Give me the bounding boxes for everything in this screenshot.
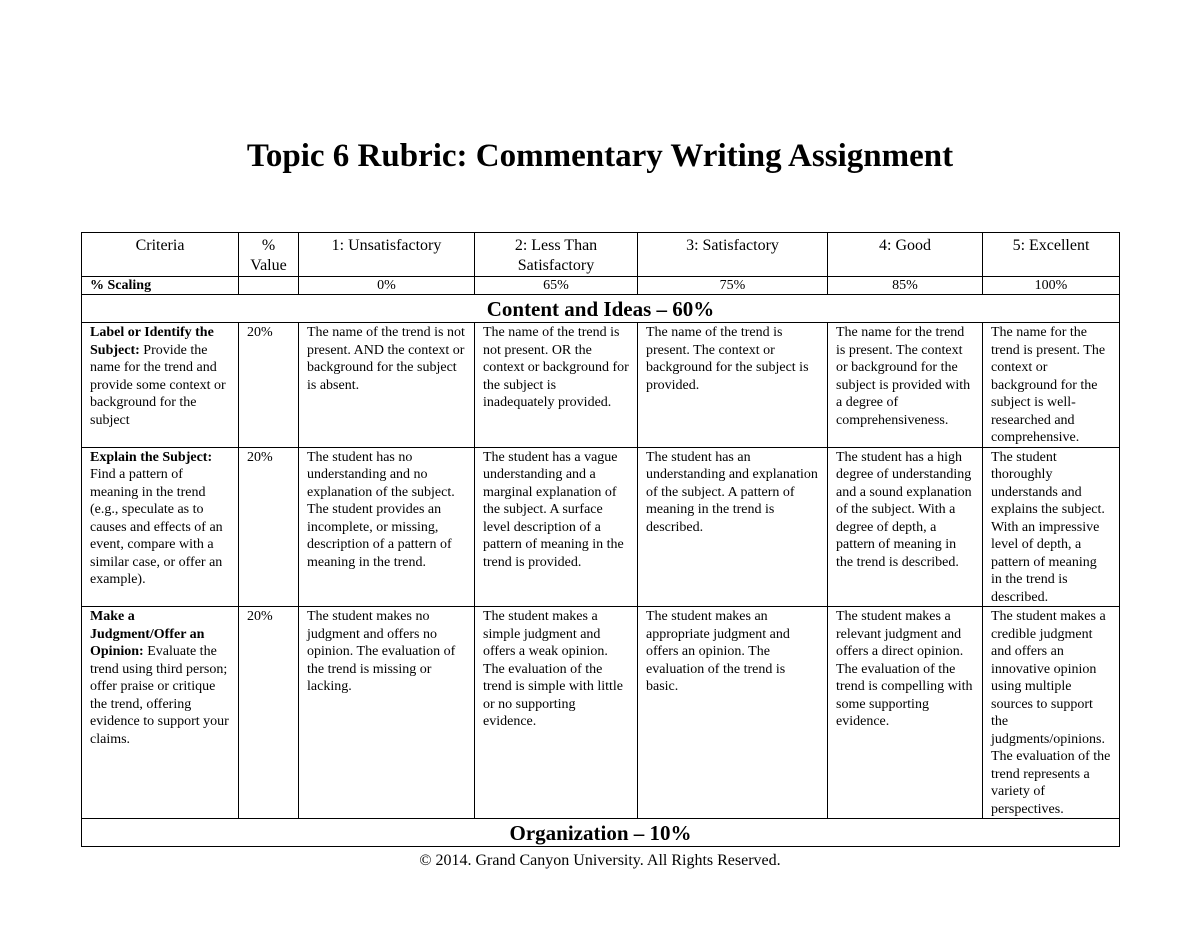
header-level-2: 2: Less Than Satisfactory [475, 233, 638, 277]
header-row [82, 233, 1120, 277]
criterion-description: Provide the name for the trend and provide some context or background for the subject [90, 342, 226, 428]
copyright-footer: © 2014. Grand Canyon University. All Rights Reserved. [419, 852, 781, 869]
header-criteria: Criteria [82, 233, 239, 277]
level-2-cell: The student makes a simple judgment and offers a weak opinion. The evaluation of the trend is simple with little or no supporting evidence. [475, 607, 638, 819]
header-level-1: 1: Unsatisfactory [299, 233, 475, 277]
criterion-title: Make a Judgment/Offer an Opinion: [90, 609, 205, 659]
header-value: % Value [239, 233, 299, 277]
section-heading-row [82, 819, 1120, 847]
level-5-cell: The name for the trend is present. The context or background for the subject is well-researched and comprehensive. [983, 323, 1120, 448]
scaling-level-1: 0% [299, 277, 475, 295]
scaling-value [239, 277, 299, 295]
table-row [82, 323, 1120, 448]
scaling-level-3: 75% [638, 277, 828, 295]
level-2-cell: The name of the trend is not present. OR the context or background for the subject is inadequately provided. [475, 323, 638, 448]
level-1-cell: The student makes no judgment and offers no opinion. The evaluation of the trend is missing or lacking. [299, 607, 475, 819]
level-1-cell: The student has no understanding and no explanation of the subject. The student provides an incomplete, or missing, description of a pattern of meaning in the trend. [299, 447, 475, 607]
header-level-4: 4: Good [828, 233, 983, 277]
header-level-5: 5: Excellent [983, 233, 1120, 277]
table-row [82, 447, 1120, 607]
criterion-cell [82, 323, 239, 448]
criterion-title: Explain the Subject: [90, 449, 213, 465]
section-heading-row [82, 295, 1120, 323]
row-value: 20% [239, 607, 299, 819]
level-5-cell: The student thoroughly understands and explains the subject. With an impressive level of depth, a pattern of meaning in the trend is described. [983, 447, 1120, 607]
row-value: 20% [239, 323, 299, 448]
section-heading: Organization – 10% [82, 819, 1120, 847]
criterion-description: Evaluate the trend using third person; offer praise or critique the trend, offering evidence to support your claims. [90, 644, 229, 747]
scaling-level-2: 65% [475, 277, 638, 295]
level-4-cell: The student has a high degree of understanding and a sound explanation of the subject. With a degree of depth, a pattern of meaning in the trend is described. [828, 447, 983, 607]
table-row [82, 607, 1120, 819]
criterion-cell [82, 607, 239, 819]
level-1-cell: The name of the trend is not present. AND the context or background for the subject is absent. [299, 323, 475, 448]
level-3-cell: The name of the trend is present. The context or background for the subject is provided. [638, 323, 828, 448]
level-4-cell: The student makes a relevant judgment and offers a direct opinion. The evaluation of the trend is compelling with some supporting evidence. [828, 607, 983, 819]
scaling-row [82, 277, 1120, 295]
row-value: 20% [239, 447, 299, 607]
level-5-cell: The student makes a credible judgment and offers an innovative opinion using multiple sources to support the judgments/opinions. The evaluation of the trend represents a variety of perspectives. [983, 607, 1120, 819]
level-4-cell: The name for the trend is present. The context or background for the subject is provided with a degree of comprehensiveness. [828, 323, 983, 448]
level-3-cell: The student has an understanding and explanation of the subject. A pattern of meaning in the trend is described. [638, 447, 828, 607]
scaling-level-5: 100% [983, 277, 1120, 295]
page-title: Topic 6 Rubric: Commentary Writing Assignment [246, 138, 954, 174]
criterion-cell [82, 447, 239, 607]
header-level-3: 3: Satisfactory [638, 233, 828, 277]
level-3-cell: The student makes an appropriate judgment and offers an opinion. The evaluation of the trend is basic. [638, 607, 828, 819]
scaling-level-4: 85% [828, 277, 983, 295]
criterion-description: Find a pattern of meaning in the trend (e.g., speculate as to causes and effects of an event, compare with a similar case, or offer an example). [90, 467, 223, 587]
criterion-title: Label or Identify the Subject: [90, 325, 214, 358]
section-heading: Content and Ideas – 60% [82, 295, 1120, 323]
level-2-cell: The student has a vague understanding and a marginal explanation of the subject. A surface level description of a pattern of meaning in the trend is provided. [475, 447, 638, 607]
scaling-label: % Scaling [82, 277, 239, 295]
rubric-table [81, 232, 1120, 847]
